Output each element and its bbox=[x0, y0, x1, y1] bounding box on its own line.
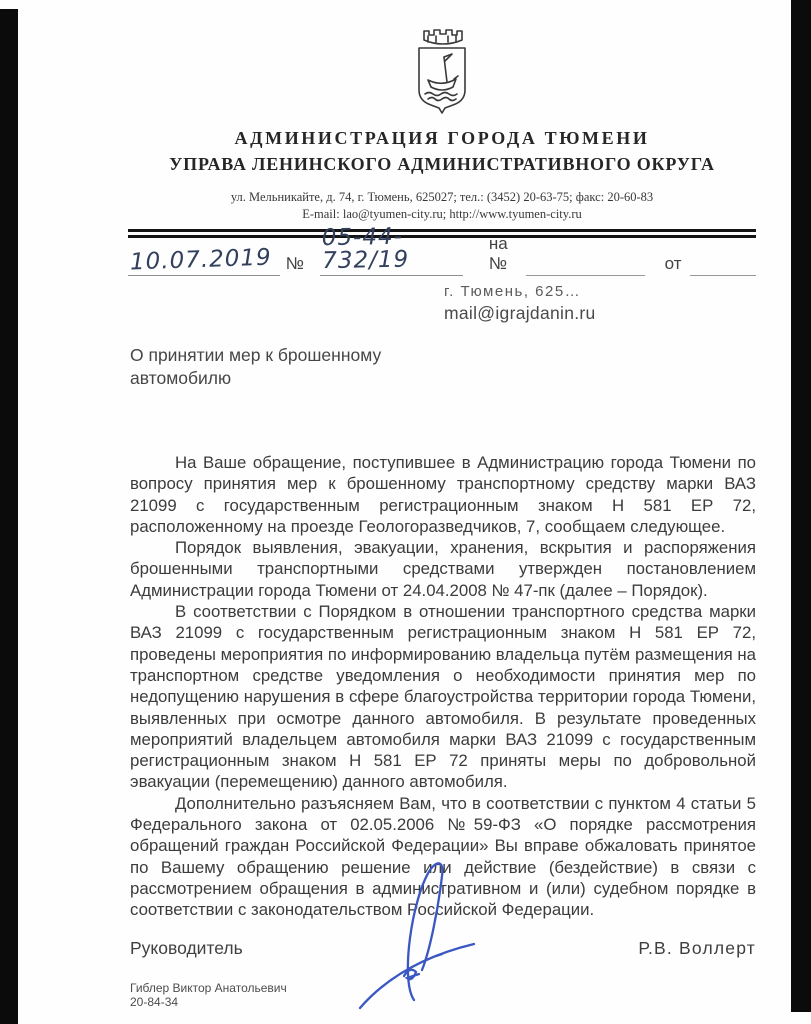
org-contact-line: E-mail: lao@tyumen-city.ru; http://www.tyumen-city.ru bbox=[302, 207, 582, 221]
letter-subject: О принятии мер к брошенному автомобилю bbox=[130, 345, 382, 388]
incoming-number-label: на № bbox=[488, 234, 508, 273]
tyumen-coat-of-arms-icon bbox=[398, 24, 486, 116]
executor-phone: 20-84-34 bbox=[130, 995, 179, 1009]
handwritten-outgoing-number: 05-44-732/19 bbox=[321, 223, 410, 275]
reference-line bbox=[128, 223, 756, 276]
org-name-line2: УПРАВА ЛЕНИНСКОГО АДМИНИСТРАТИВНОГО ОКРУГА bbox=[169, 154, 715, 174]
recipient-email: mail@igrajdanin.ru bbox=[444, 303, 596, 323]
number-sign-label: № bbox=[285, 254, 304, 273]
handwritten-date: 10.07.2019 bbox=[129, 244, 273, 276]
recipient-address-clipped: г. Тюмень, 625… bbox=[444, 283, 582, 300]
date-underline bbox=[128, 244, 280, 276]
executor-name: Гиблер Виктор Анатольевич bbox=[130, 981, 287, 995]
incoming-date-blank bbox=[690, 273, 756, 276]
body-paragraph: На Ваше обращение, поступившее в Администрацию города Тюмени по вопросу принятия мер к брошенному транспортному средству марки ВАЗ 21099 с государственным регистрационным знаком Н 581 ЕР 72, расположенному на проезде Геологоразведчиков, 7, сообщаем следующее. bbox=[130, 453, 756, 536]
letterhead bbox=[128, 24, 756, 238]
handwritten-signature bbox=[352, 858, 484, 1010]
number-underline bbox=[320, 223, 463, 276]
scan-edge-right bbox=[791, 0, 811, 1012]
executor-block bbox=[130, 981, 287, 1009]
letter-body bbox=[130, 452, 756, 921]
signer-name: Р.В. Воллерт bbox=[638, 938, 756, 958]
recipient-block bbox=[444, 283, 714, 324]
signer-position-title: Руководитель bbox=[130, 938, 243, 958]
scan-edge-left bbox=[0, 9, 18, 1024]
incoming-number-blank bbox=[526, 273, 645, 276]
body-paragraph: В соответствии с Порядком в отношении транспортного средства марки ВАЗ 21099 с государственным регистрационным знаком Н 581 ЕР 72, проведены мероприятия по информированию владельца путём размещения на транспортном средстве уведомления о необходимости принятия мер по недопущению нарушения в сфере благоустройства территории города Тюмени, выявленных при осмотре данного автомобиля. В результате проведенных мероприятий владельцем автомобиля марки ВАЗ 21099 с государственным регистрационным знаком Н 581 ЕР 72 приняты меры по добровольной эвакуации (перемещению) данного автомобиля. bbox=[130, 602, 756, 792]
incoming-date-label: от bbox=[664, 254, 682, 273]
signature-row bbox=[130, 938, 756, 959]
org-address-line: ул. Мельникайте, д. 74, г. Тюмень, 625027; тел.: (3452) 20-63-75; факс: 20-60-83 bbox=[230, 190, 654, 204]
body-paragraph: Дополнительно разъясняем Вам, что в соответствии с пунктом 4 статьи 5 Федерального закона от 02.05.2006 №59-ФЗ «О порядке рассмотрения обращений граждан Российской Федерации» Вы вправе обжаловать принятое по Вашему обращению решение или действие (бездействие) в связи с рассмотрением обращения в административном и (или) судебном порядке в соответствии с законодательством Российской Федерации. bbox=[130, 793, 756, 920]
body-paragraph: Порядок выявления, эвакуации, хранения, вскрытия и распоряжения брошенными транспортными средствами утвержден постановлением Администрации города Тюмени от 24.04.2008 № 47-пк (далее – Порядок). bbox=[130, 538, 756, 600]
org-name-line1: АДМИНИСТРАЦИЯ ГОРОДА ТЮМЕНИ bbox=[234, 128, 650, 148]
